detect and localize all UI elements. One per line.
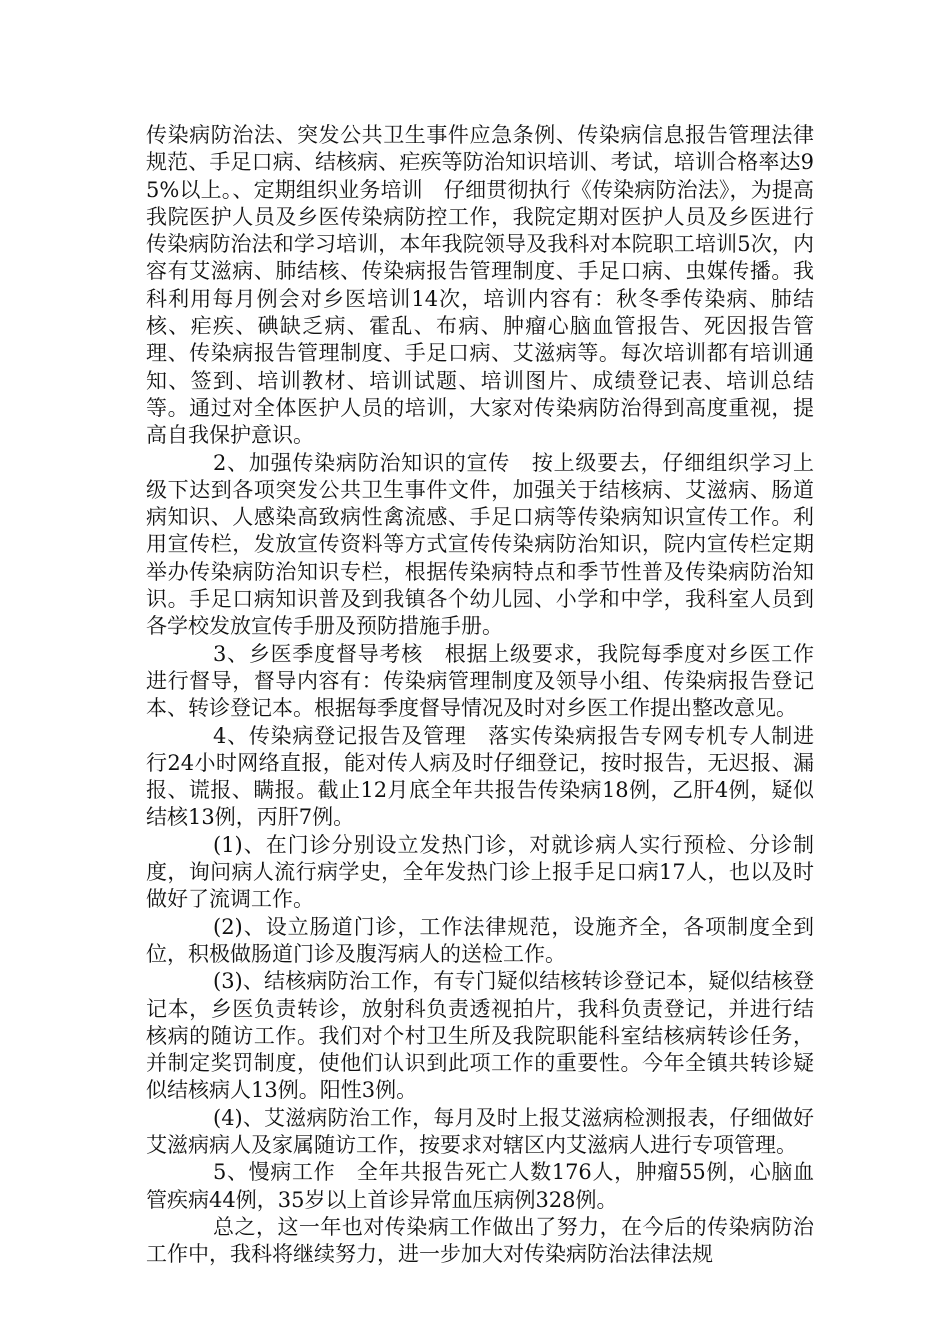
paragraph-publicity: 2、加强传染病防治知识的宣传 按上级要去，仔细组织学习上级下达到各项突发公共卫生事件文件，加强关于结核病、艾滋病、肠道病知识、人感染高致病性禽流感、手足口病等传染病知识宣传工作。利用宣传栏，发放宣传资料等方式宣传传染病防治知识，院内宣传栏定期举办传染病防治知识专栏，根据传染病特点和季节性普及传染病防治知识。手足口病知识普及到我镇各个幼儿园、小学和中学，我科室人员到各学校发放宣传手册及预防措施手册。 bbox=[146, 450, 814, 639]
document-page bbox=[146, 122, 814, 1268]
paragraph-training: 传染病防治法、突发公共卫生事件应急条例、传染病信息报告管理法律规范、手足口病、结核病、疟疾等防治知识培训、考试，培训合格率达95%以上。、定期组织业务培训 仔细贯彻执行《传染病防治法》，为提高我院医护人员及乡医传染病防控工作，我院定期对医护人员及乡医进行传染病防治法和学习培训，本年我院领导及我科对本院职工培训5次，内容有艾滋病、肺结核、传染病报告管理制度、手足口病、虫媒传播。我科利用每月例会对乡医培训14次，培训内容有：秋冬季传染病、肺结核、疟疾、碘缺乏病、霍乱、布病、肿瘤心脑血管报告、死因报告管理、传染病报告管理制度、手足口病、艾滋病等。每次培训都有培训通知、签到、培训教材、培训试题、培训图片、成绩登记表、培训总结等。通过对全体医护人员的培训，大家对传染病防治得到高度重视，提高自我保护意识。 bbox=[146, 123, 814, 448]
paragraph-aids: (4)、艾滋病防治工作，每月及时上报艾滋病检测报表，仔细做好艾滋病病人及家属随访工作，按要求对辖区内艾滋病人进行专项管理。 bbox=[146, 1105, 814, 1157]
paragraph-fever-clinic: (1)、在门诊分别设立发热门诊，对就诊病人实行预检、分诊制度，询问病人流行病学史，全年发热门诊上报手足口病17人，也以及时做好了流调工作。 bbox=[146, 832, 814, 912]
paragraph-reporting: 4、传染病登记报告及管理 落实传染病报告专网专机专人制进行24小时网络直报，能对传人病及时仔细登记，按时报告，无迟报、漏报、谎报、瞒报。截止12月底全年共报告传染病18例，乙肝4例，疑似结核13例，丙肝7例。 bbox=[146, 723, 814, 830]
paragraph-supervision: 3、乡医季度督导考核 根据上级要求，我院每季度对乡医工作进行督导，督导内容有：传染病管理制度及领导小组、传染病报告登记本、转诊登记本。根据每季度督导情况及时对乡医工作提出整改意见。 bbox=[146, 641, 814, 721]
paragraph-summary: 总之，这一年也对传染病工作做出了努力，在今后的传染病防治工作中，我科将继续努力，进一步加大对传染病防治法律法规 bbox=[146, 1214, 814, 1267]
paragraph-intestinal-clinic: (2)、设立肠道门诊，工作法律规范，设施齐全，各项制度全到位，积极做肠道门诊及腹泻病人的送检工作。 bbox=[146, 914, 814, 966]
paragraph-tuberculosis: (3)、结核病防治工作，有专门疑似结核转诊登记本，疑似结核登记本，乡医负责转诊，放射科负责透视拍片，我科负责登记，并进行结核病的随访工作。我们对个村卫生所及我院职能科室结核病转诊任务，并制定奖罚制度，使他们认识到此项工作的重要性。今年全镇共转诊疑似结核病人13例。阳性3例。 bbox=[146, 969, 814, 1103]
paragraph-chronic-disease: 5、慢病工作 全年共报告死亡人数176人，肿瘤55例，心脑血管疾病44例，35岁以上首诊异常血压病例328例。 bbox=[146, 1160, 814, 1212]
